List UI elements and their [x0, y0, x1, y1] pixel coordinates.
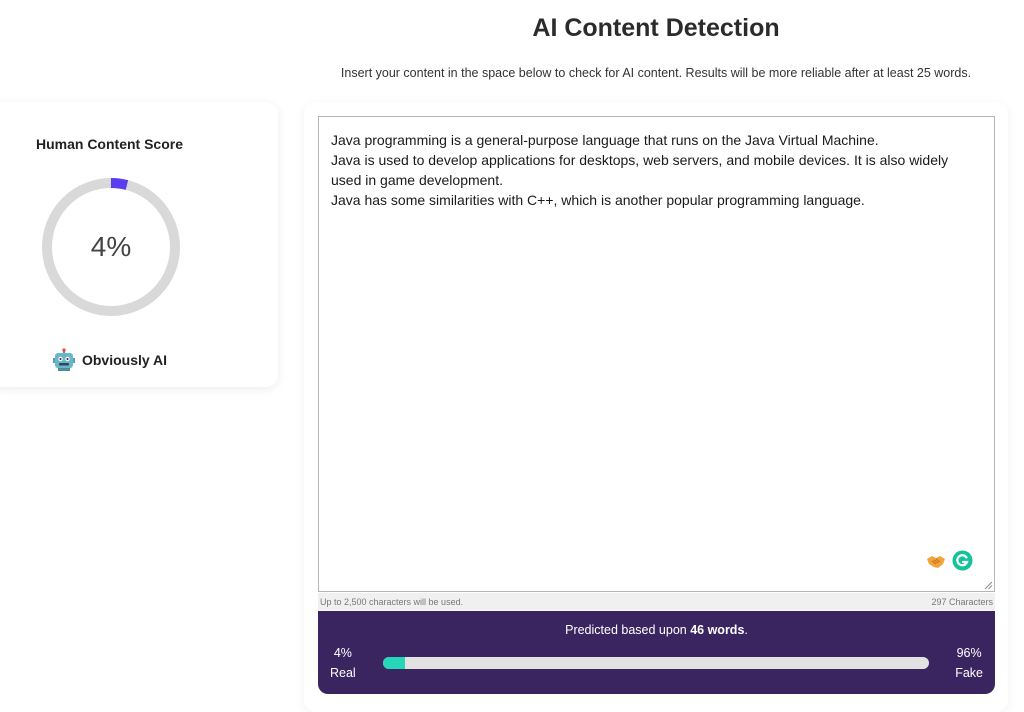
score-title: Human Content Score: [35, 136, 183, 152]
status-bar: [318, 593, 995, 610]
fake-block: [955, 643, 983, 683]
verdict-label: Obviously AI: [81, 352, 168, 368]
verdict: [0, 348, 219, 372]
char-count: 297 Characters: [931, 596, 993, 607]
result-panel: [318, 611, 995, 694]
word-count: 46 words: [690, 623, 745, 637]
prediction-text: [318, 623, 995, 637]
score-value: 4%: [90, 231, 132, 262]
score-card: [0, 102, 278, 387]
extension-icons: [926, 550, 973, 571]
handshake-icon[interactable]: [926, 552, 946, 570]
robot-icon: [52, 348, 76, 372]
text-line: Java programming is a general-purpose language that runs on the Java Virtual Machine.: [331, 132, 879, 148]
real-fake-bar: [383, 657, 929, 669]
page-subtitle: Insert your content in the space below to check for AI content. Results will be more reliable after at least 25 words.: [340, 66, 972, 80]
prediction-prefix: Predicted based upon: [565, 623, 691, 637]
page-title: AI Content Detection: [532, 14, 780, 42]
real-fill: [383, 657, 405, 669]
text-line: Java has some similarities with C++, which is another popular programming language.: [331, 192, 865, 208]
real-percent: 4%: [333, 646, 352, 660]
prediction-suffix: .: [744, 623, 748, 637]
real-block: [330, 643, 356, 683]
fake-percent: 96%: [956, 646, 982, 660]
real-label: Real: [330, 666, 356, 680]
text-line: Java is used to develop applications for desktops, web servers, and mobile devices. It is also widely used in game development.: [331, 152, 949, 188]
fake-label: Fake: [955, 666, 983, 680]
content-textarea[interactable]: [318, 116, 995, 592]
char-limit-note: Up to 2,500 characters will be used.: [320, 596, 464, 607]
resize-handle-icon[interactable]: [984, 581, 993, 590]
grammarly-icon[interactable]: [952, 550, 973, 571]
